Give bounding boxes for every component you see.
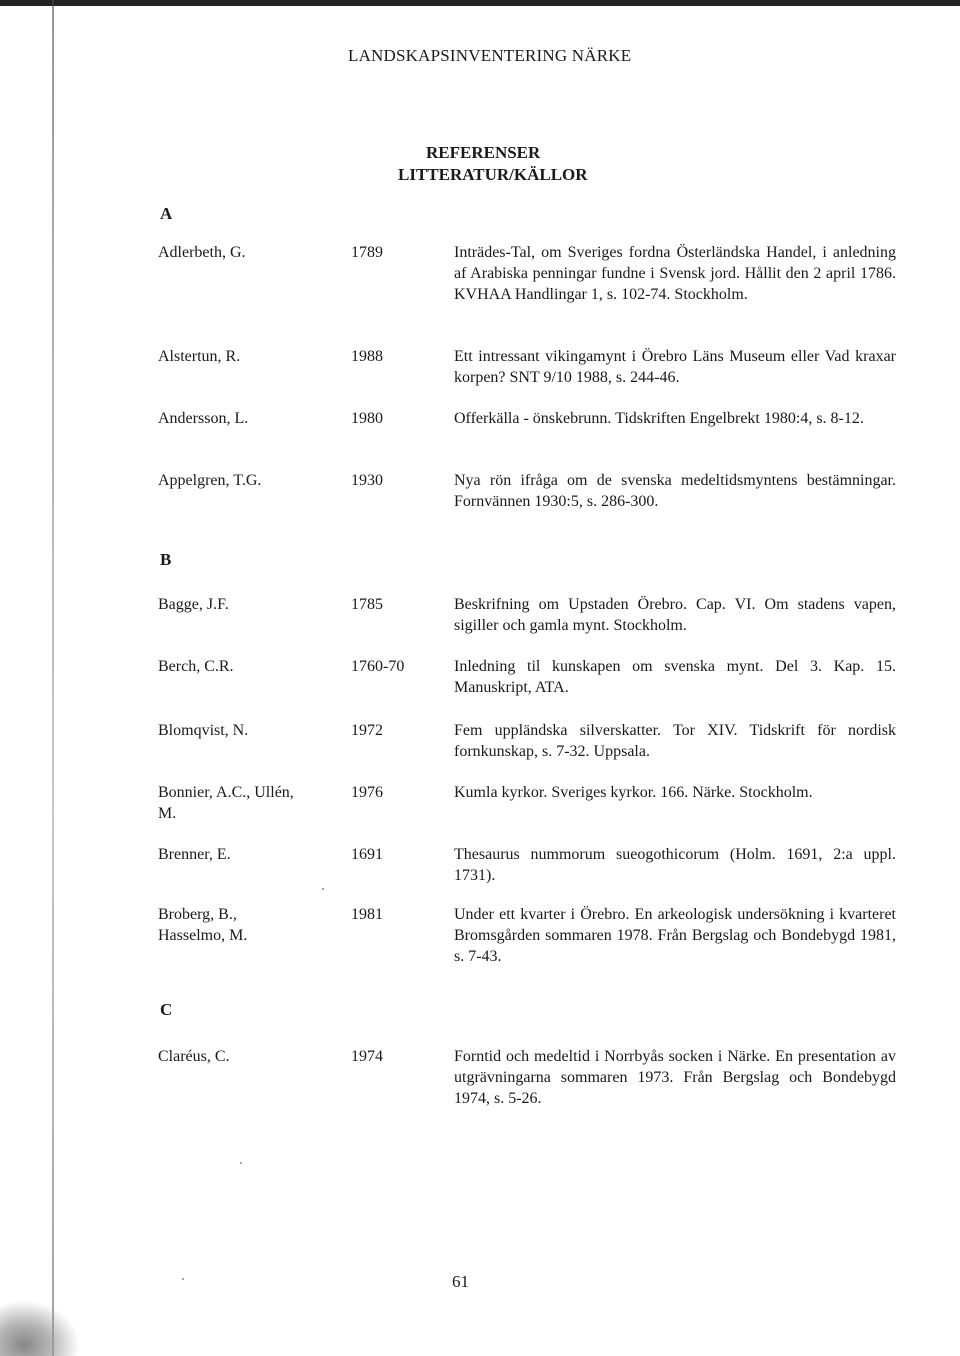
entry-reference: Nya rön ifråga om de svenska medeltidsmyntens bestämningar. Fornvännen 1930:5, s. 286-300. xyxy=(454,472,896,510)
section-letter-b: B xyxy=(160,550,172,569)
entry-year: 1785 xyxy=(351,596,383,613)
entry-author: Bagge, J.F. xyxy=(158,596,229,613)
entry-author: Adlerbeth, G. xyxy=(158,244,246,261)
entry-year: 1789 xyxy=(351,244,383,261)
entry-reference: Fem uppländska silverskatter. Tor XIV. Tidskrift för nordisk fornkunskap, s. 7-32. Uppsala. xyxy=(454,722,896,760)
entry-year: 1760-70 xyxy=(351,658,405,675)
entry-year: 1988 xyxy=(351,348,383,365)
entry-reference: Thesaurus nummorum sueogothicorum (Holm. 1691, 2:a uppl. 1731). xyxy=(454,846,896,884)
entry-reference: Under ett kvarter i Örebro. En arkeologisk undersökning i kvarteret Bromsgården sommaren 1978. Från Bergslag och Bondebygd 1981, s. 7-43. xyxy=(454,906,896,965)
entry-year: 1981 xyxy=(351,906,383,923)
scan-top-edge xyxy=(0,0,960,6)
entry-reference: Kumla kyrkor. Sveriges kyrkor. 166. Närke. Stockholm. xyxy=(454,784,813,801)
entry-author: Claréus, C. xyxy=(158,1048,230,1065)
section-letter-a: A xyxy=(160,204,173,223)
scan-speck xyxy=(322,888,324,890)
entry-reference: Inträdes-Tal, om Sveriges fordna Österländska Handel, i anledning af Arabiska penningar fundne i Svensk jord. Hållit den 2 april 1786. KVHAA Handlingar 1, s. 102-74. Stockholm. xyxy=(454,244,896,303)
entry-year: 1974 xyxy=(351,1048,383,1065)
entry-author: Appelgren, T.G. xyxy=(158,472,262,489)
scan-left-edge xyxy=(52,0,54,1356)
entry-year: 1976 xyxy=(351,784,383,801)
entry-author: Andersson, L. xyxy=(158,410,249,427)
title-line-1: REFERENSER xyxy=(426,143,541,162)
running-header: LANDSKAPSINVENTERING NÄRKE xyxy=(348,46,632,65)
entry-author: Alstertun, R. xyxy=(158,348,241,365)
entry-year: 1691 xyxy=(351,846,383,863)
entry-year: 1930 xyxy=(351,472,383,489)
entry-reference: Beskrifning om Upstaden Örebro. Cap. VI. Om stadens vapen, sigiller och gamla mynt. Stockholm. xyxy=(454,596,896,634)
section-letter-c: C xyxy=(160,1000,173,1019)
entry-author: Berch, C.R. xyxy=(158,658,234,675)
page-number: 61 xyxy=(452,1272,469,1291)
title-line-2: LITTERATUR/KÄLLOR xyxy=(398,165,588,184)
scan-speck xyxy=(240,1162,242,1164)
page-title xyxy=(398,142,588,186)
entry-reference: Forntid och medeltid i Norrbyås socken i Närke. En presentation av utgrävningarna sommaren 1973. Från Bergslag och Bondebygd 1974, s. 5-26. xyxy=(454,1048,896,1107)
entry-reference: Ett intressant vikingamynt i Örebro Läns Museum eller Vad kraxar korpen? SNT 9/10 1988, s. 244-46. xyxy=(454,348,896,386)
entry-author: Brenner, E. xyxy=(158,846,231,863)
entry-author: Bonnier, A.C., Ullén, M. xyxy=(158,784,294,822)
entry-reference: Offerkälla - önskebrunn. Tidskriften Engelbrekt 1980:4, s. 8-12. xyxy=(454,410,864,427)
entry-author: Broberg, B., Hasselmo, M. xyxy=(158,906,248,944)
scan-smudge xyxy=(0,1300,80,1356)
scan-speck xyxy=(182,1278,184,1280)
entry-reference: Inledning til kunskapen om svenska mynt. Del 3. Kap. 15. Manuskript, ATA. xyxy=(454,658,896,696)
entry-year: 1972 xyxy=(351,722,383,739)
entry-author: Blomqvist, N. xyxy=(158,722,249,739)
entry-year: 1980 xyxy=(351,410,383,427)
